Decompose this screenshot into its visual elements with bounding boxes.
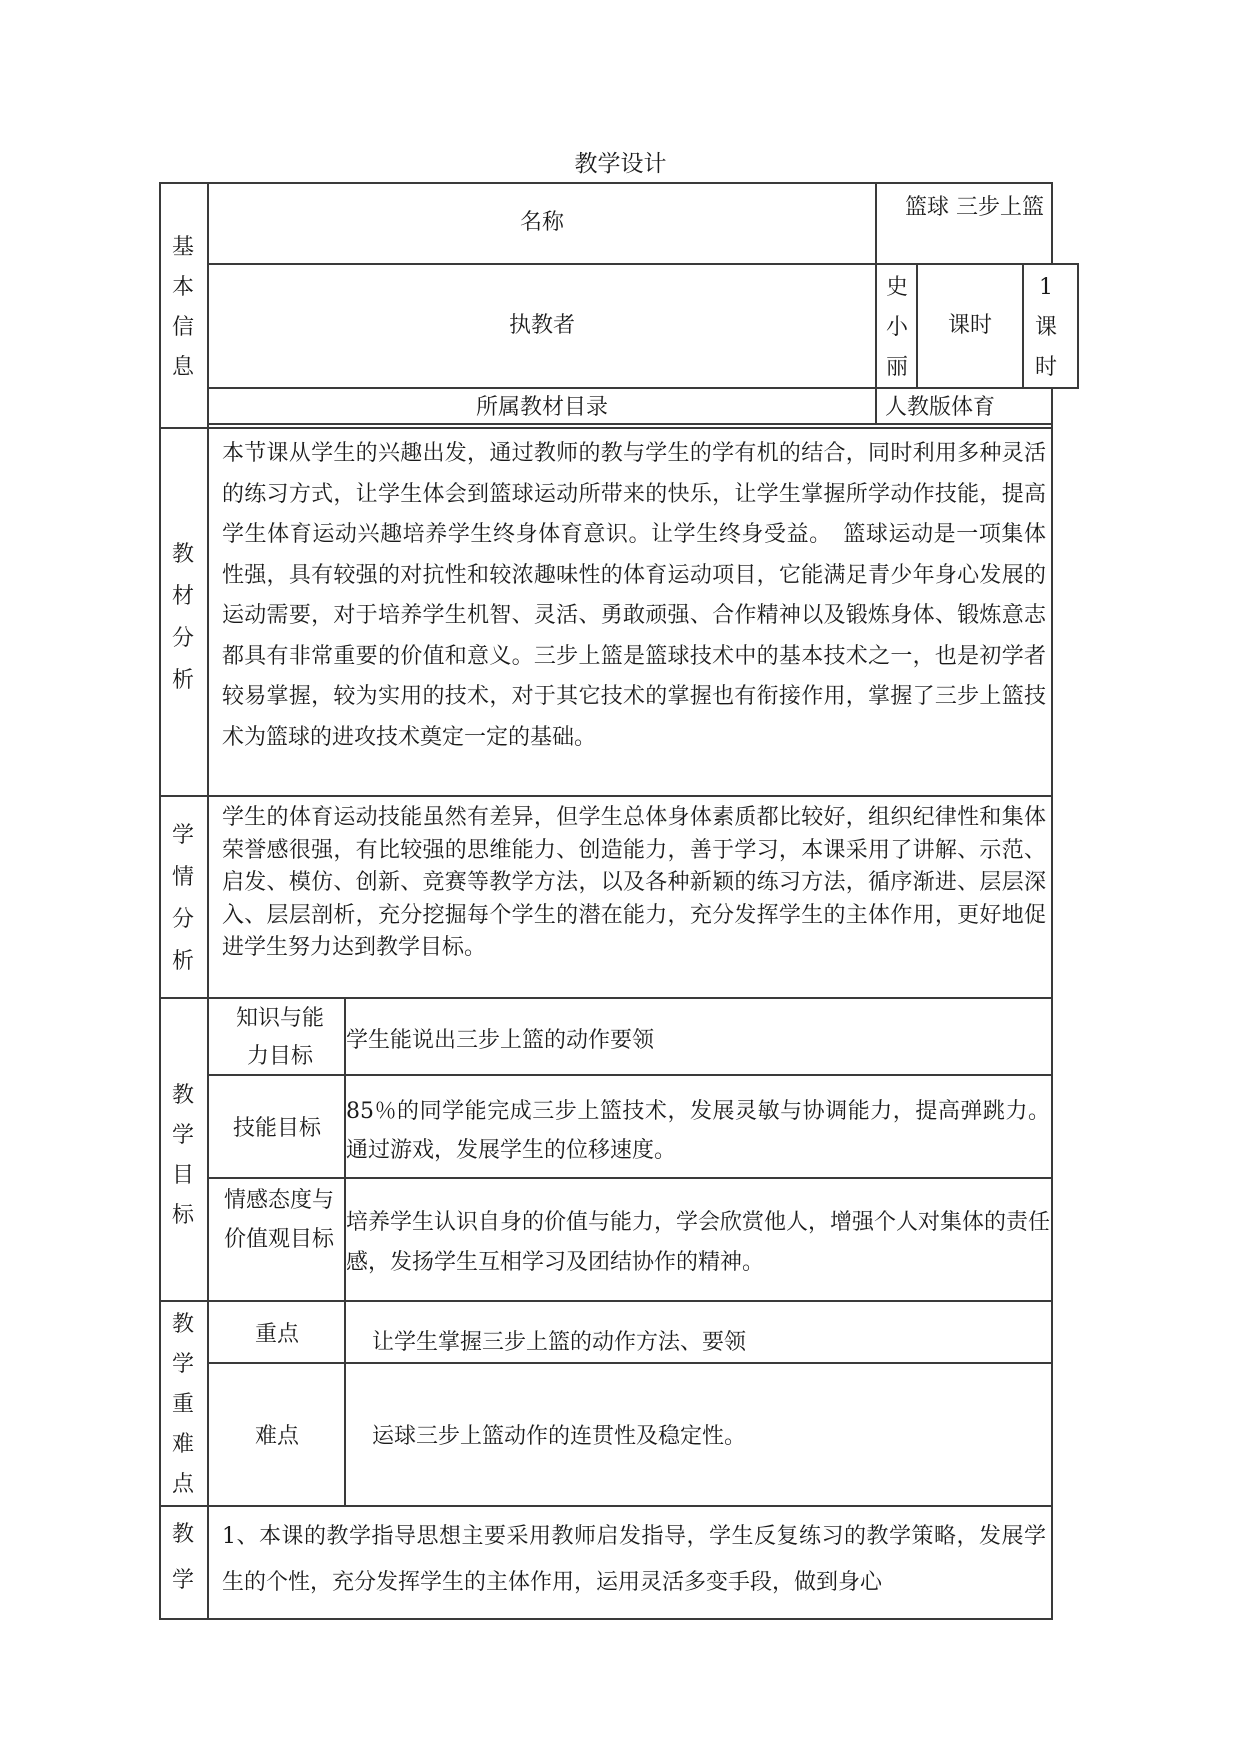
material-analysis-label: 教材分析 bbox=[171, 542, 194, 693]
difficult-point-label: 难点 bbox=[254, 1424, 299, 1449]
period-label: 课时 bbox=[947, 313, 992, 338]
key-point-text: 让学生掌握三步上篮的动作方法、要领 bbox=[372, 1330, 747, 1355]
catalog-label: 所属教材目录 bbox=[475, 395, 608, 420]
catalog-value: 人教版体育 bbox=[885, 395, 996, 420]
teaching-goals-label: 教学目标 bbox=[171, 1083, 194, 1228]
period-value: 1课时 bbox=[1034, 275, 1057, 380]
key-point-label: 重点 bbox=[254, 1322, 299, 1347]
goal-knowledge-label: 知识与能力目标 bbox=[235, 1006, 324, 1069]
goal-skill-label: 技能目标 bbox=[232, 1116, 321, 1141]
goal-skill-text: 85％的同学能完成三步上篮技术，发展灵敏与协调能力，提高弹跳力。通过游戏，发展学生的位移速度。 bbox=[346, 1099, 1050, 1163]
name-value: 篮球 三步上篮 bbox=[905, 195, 1044, 220]
strategy-text: 1、本课的教学指导思想主要采用教师启发指导，学生反复练习的教学策略，发展学生的个性，充分发挥学生的主体作用，运用灵活多变手段，做到身心 bbox=[222, 1524, 1046, 1595]
basic-info-label: 基本信息 bbox=[171, 235, 194, 380]
goal-knowledge-text: 学生能说出三步上篮的动作要领 bbox=[346, 1028, 655, 1053]
material-analysis-text: 本节课从学生的兴趣出发，通过教师的教与学生的学有机的结合，同时利用多种灵活的练习方式，让学生体会到篮球运动所带来的快乐，让学生掌握所学动作技能，提高学生体育运动兴趣培养学生终身体育意识。让学生终身受益。 篮球运动是一项集体性强，具有较强的对抗性和较浓趣味性的体育运动项目，它能满足青少年身心发展的运动需要，对于培养学生机智、灵活、勇敢顽强、合作精神以及锻炼身体、锻炼意志都具有非常重要的价值和意义。三步上篮是篮球技术中的基本技术之一，也是初学者较易掌握，较为实用的技术，对于其它技术的掌握也有衔接作用，掌握了三步上篮技术为篮球的进攻技术奠定一定的基础。 bbox=[222, 441, 1046, 750]
difficult-point-text: 运球三步上篮动作的连贯性及稳定性。 bbox=[372, 1424, 747, 1449]
key-points-label: 教学重难点 bbox=[171, 1312, 194, 1497]
strategy-label: 教学 bbox=[171, 1522, 194, 1593]
goal-emotion-label: 情感态度与价值观目标 bbox=[224, 1188, 335, 1252]
student-analysis-label: 学情分析 bbox=[171, 823, 194, 974]
name-label: 名称 bbox=[519, 210, 564, 235]
student-analysis-text: 学生的体育运动技能虽然有差异，但学生总体身体素质都比较好，组织纪律性和集体荣誉感很强，有比较强的思维能力、创造能力，善于学习，本课采用了讲解、示范、启发、模仿、创新、竞赛等教学方法，以及各种新颖的练习方法，循序渐进、层层深入、层层剖析，充分挖掘每个学生的潜在能力，充分发挥学生的主体作用，更好地促进学生努力达到教学目标。 bbox=[222, 805, 1046, 960]
teacher-value: 史小丽 bbox=[885, 275, 908, 380]
teacher-label: 执教者 bbox=[508, 313, 575, 338]
goal-emotion-text: 培养学生认识自身的价值与能力，学会欣赏他人，增强个人对集体的责任感，发扬学生互相学习及团结协作的精神。 bbox=[346, 1210, 1051, 1275]
page-title: 教学设计 bbox=[574, 151, 667, 177]
